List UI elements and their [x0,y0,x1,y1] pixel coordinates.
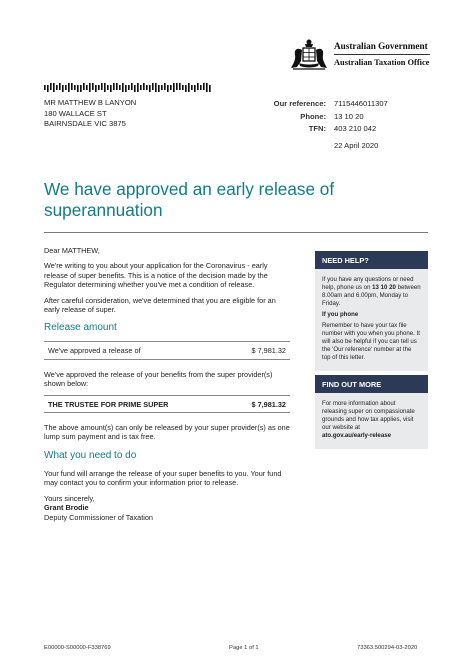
signatory-title: Deputy Commissioner of Taxation [44,512,153,522]
footer-document-code: E00000-S00000-F338769 [44,645,111,651]
find-out-more-panel [315,393,428,449]
eligibility-paragraph: After careful consideration, we've determined that you are eligible for an early release of super. [44,295,276,315]
approved-amount-value: $ 7,981.32 [251,346,286,356]
reference-labels [274,98,326,136]
early-release-link[interactable]: ato.gov.au/early-release [322,432,391,439]
reference-label: Our reference: [273,99,326,108]
recipient-address [44,98,136,130]
find-out-more-text: For more information about releasing super on compassionate grounds and how tax applies, visit our website at [322,400,415,431]
help-text [322,276,421,308]
tfn-number: 403 210 042 [334,124,377,133]
provider-amount-row [44,395,290,413]
lump-sum-paragraph: The above amount(s) can only be released by your super provider(s) as one lump sum payment and is tax free. [44,423,290,442]
if-you-phone-heading: If you phone [322,311,359,318]
need-help-heading: NEED HELP? [315,251,428,269]
footer-page-number: Page 1 of 1 [229,645,259,651]
find-out-more-heading: FIND OUT MORE [315,375,428,393]
letter-date: 22 April 2020 [334,140,379,150]
logo-divider [334,54,430,55]
footer-form-code: 73363.500294-03-2020 [357,645,418,651]
greeting: Dear MATTHEW, [44,246,100,255]
signoff [44,494,290,522]
fund-paragraph: Your fund will arrange the release of your super benefits to you. Your fund may contact you to confirm your information prior to release. [44,468,282,488]
providers-paragraph: We've approved the release of your benefits from the super provider(s) shown below: [44,369,273,389]
tfn-label: TFN: [308,124,326,133]
letter-title: We have approved an early release of superannuation [44,179,335,220]
provider-amount: $ 7,981.32 [251,399,286,409]
approved-amount-label: We've approved a release of [48,346,141,356]
postal-barcode [44,83,212,92]
office-name: Australian Taxation Office [334,58,430,67]
government-name: Australian Government [334,41,428,51]
closing: Yours sincerely, [44,493,95,503]
provider-name: THE TRUSTEE FOR PRIME SUPER [48,399,169,409]
phone-number: 13 10 20 [334,111,364,121]
phone-label: Phone: [300,111,326,121]
help-text-end: between 8.00am and 6.00pm, Monday to Friday. [322,284,421,307]
help-phone-number: 13 10 20 [372,284,396,291]
what-to-do-heading: What you need to do [44,449,137,461]
release-amount-heading: Release amount [44,322,117,334]
if-you-phone-text: Remember to have your tax file number with you when you phone. It will also be helpful if you can tell us the 'Our reference' number at the top of this letter. [322,322,420,361]
need-help-panel [315,269,428,371]
signatory-name: Grant Brodie [44,503,89,513]
reference-number: 7115446011307 [334,99,388,108]
title-divider [44,232,428,233]
reference-values [334,98,388,152]
intro-paragraph: We're writing to you about your application for the Coronavirus - early release of super benefits. This is a notice of the decision made by the Regulator determining whether you've met a condition of release. [44,261,268,290]
help-sidebar [315,251,428,449]
coat-of-arms-logo [289,38,329,72]
recipient-locality: BAIRNSDALE VIC 3875 [44,119,126,128]
recipient-name: MR MATTHEW B LANYON [44,98,137,107]
approved-amount-row [44,341,290,359]
recipient-street: 180 WALLACE ST [44,108,107,118]
help-text-start: If you have any questions or need help, phone us on [322,276,414,291]
letter-body [44,246,290,522]
